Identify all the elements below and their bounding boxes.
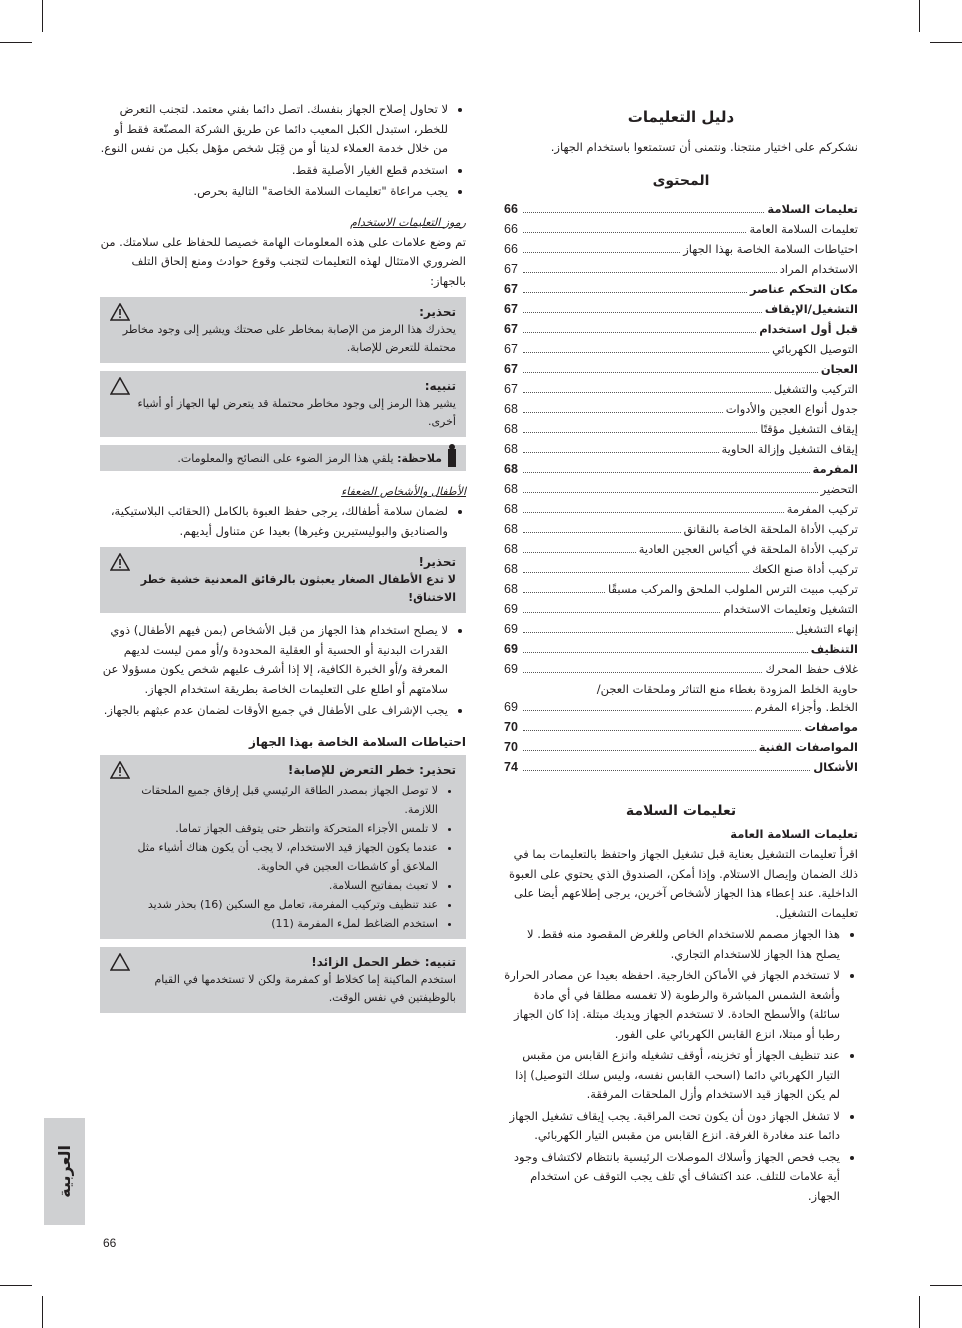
toc-leader-dots: [523, 320, 756, 333]
toc-entry: [504, 239, 858, 259]
toc-entry: [504, 259, 858, 279]
toc-entry-page: 69: [504, 642, 518, 656]
toc-entry: [504, 219, 858, 239]
injury-list: [110, 781, 456, 933]
toc-entry: [504, 519, 858, 539]
toc-leader-dots: [523, 300, 762, 313]
crop-mark: [919, 1296, 920, 1328]
toc-entry-label: الاستخدام المراد: [779, 262, 858, 276]
language-label: العربية: [55, 1145, 74, 1198]
toc-entry: [504, 619, 858, 639]
general-safety-heading: تعليمات السلامة العامة: [730, 827, 858, 841]
toc-entry-page: 68: [504, 562, 518, 576]
crop-mark: [930, 42, 962, 43]
toc-entry-page: 68: [504, 402, 518, 416]
toc-entry-label: تركيب الأداة الملحقة في أكياس العجين العادية: [638, 542, 858, 556]
crop-mark: [42, 1296, 43, 1328]
toc-leader-dots: [523, 380, 771, 393]
warning-triangle-icon: [110, 303, 130, 321]
crop-mark: [930, 1285, 962, 1286]
toc-entry-page: 69: [504, 662, 518, 676]
toc-entry-page: 69: [504, 602, 518, 616]
toc-leader-dots: [523, 340, 769, 353]
toc-entry-label: إيقاف التشغيل مؤقتًا: [760, 422, 858, 436]
list-item: • لا تلمس الأجزاء المتحركة وانتظر حتى يتوقف الجهاز تماما.: [110, 819, 438, 838]
toc-leader-dots: [523, 420, 757, 433]
symbols-heading: رموز التعليمات الاستخدام: [350, 215, 466, 229]
toc-leader-dots: [523, 520, 681, 533]
toc-entry: [504, 339, 858, 359]
injury-warning-title: تحذير: خطر التعرض للإصابة!: [287, 762, 456, 777]
safety-bullets: [504, 925, 858, 1206]
list-item: • لا تستخدم الجهاز في الأماكن الخارجية. احفظه بعيدا عن مصادر الحرارة وأشعة الشمس المباشرة والرطوبة (لا تغمسه مطلقا في أي مادة سائلة) والأسطح الحادة. لا تستخدم الجهاز ويديك مبتلة. إذا كان الجهاز رطبا أو مبتلا، انزع القابس الكهربائي على الفور.: [504, 966, 840, 1044]
list-item: • استخدم قطع الغيار الأصلية فقط.: [100, 161, 448, 181]
toc-entry: [504, 419, 858, 439]
toc-entry-label: إيقاف التشغيل وإزالة الحاوية: [721, 442, 858, 456]
page-number: 66: [103, 1236, 117, 1250]
children-warning-text: لا تدع الأطفال الصغار يعبثون بالرقائق المعدنية خشية خطر الاختناق!: [140, 573, 456, 604]
warning-triangle-icon: [110, 761, 130, 779]
toc-entry-page: 67: [504, 342, 518, 356]
toc-entry-label: تركيب الأداة الملحقة الخاصة بالنقانق: [683, 522, 858, 536]
toc-entry-label: الأشكال: [813, 760, 858, 774]
contents-heading: المحتوى: [652, 173, 710, 189]
toc-leader-dots: [523, 758, 810, 771]
toc-leader-dots: [523, 440, 719, 453]
toc-leader-dots: [523, 220, 746, 233]
toc-entry-page: 66: [504, 202, 518, 216]
list-item: • استخدم الضاغط لملء المفرمة (11): [110, 914, 438, 933]
toc-entry-label: الخلط. وأجزاء المفرم: [754, 700, 858, 714]
toc-entry: [504, 199, 858, 219]
toc-entry-label: التوصيل الكهربائي: [772, 342, 858, 356]
general-safety-text: اقرأ تعليمات التشغيل بعناية قبل تشغيل الجهاز واحتفظ بالتعليمات بما في ذلك الضمان وإيصال الاستلام. وإذا أمكن، الصندوق الذي يحتوي على العبوة الداخلية. عند إعطاء هذا الجهاز لأشخاص آخرين، يرجى إطلاعهم أيضا على تعليمات التشغيل.: [508, 847, 858, 920]
toc-entry-label: إنهاء التشغيل: [795, 622, 858, 636]
toc-entry-page: 68: [504, 482, 518, 496]
children-warning-box: [100, 547, 466, 613]
toc-entry-label: تعليمات السلامة العامة: [749, 222, 858, 236]
toc-leader-dots: [523, 660, 762, 673]
toc-entry-label: مواصفات: [804, 720, 858, 734]
toc-entry-page: 69: [504, 622, 518, 636]
crop-mark: [42, 0, 43, 32]
toc-entry-page: 66: [504, 222, 518, 236]
toc-entry-page: 68: [504, 462, 518, 476]
toc-leader-dots: [523, 738, 756, 751]
toc-entry-label: العجان: [820, 362, 858, 376]
toc-entry: [504, 279, 858, 299]
supervision-bullets: [100, 621, 466, 721]
toc-entry-page: 68: [504, 502, 518, 516]
toc-entry-page: 67: [504, 322, 518, 336]
toc-leader-dots: [523, 360, 818, 373]
repair-bullets: [100, 100, 466, 202]
toc-entry-page: 68: [504, 582, 518, 596]
toc-entry-label: قبل أول استخدام: [759, 322, 858, 336]
toc-entry: [504, 539, 858, 559]
toc-leader-dots: [523, 560, 749, 573]
left-column: [100, 100, 466, 1021]
toc-entry: [504, 679, 858, 697]
list-item: • لا توصل الجهاز بمصدر الطاقة الرئيسي قبل إرفاق جميع الملحقات اللازمة.: [110, 781, 438, 819]
note-text: يلقي هذا الرمز الضوء على النصائح والمعلومات.: [177, 451, 394, 465]
toc-entry: [504, 579, 858, 599]
list-item: • عند تنظيف الجهاز أو تخزينه، أوقف تشغيله وانزع القابس من مقبس التيار الكهربائي دائما (اسحب القابس نفسه، وليس سلك التوصيل) إذا لم يكن الجهاز قيد الاستخدام وأزل الملحقات المرفقة.: [504, 1046, 840, 1105]
toc-entry-page: 67: [504, 382, 518, 396]
crop-mark: [919, 0, 920, 32]
toc-entry-page: 69: [504, 700, 518, 714]
toc-entry: [504, 697, 858, 717]
toc-entry: [504, 717, 858, 737]
list-item: • لضمان سلامة أطفالك، يرجى حفظ العبوة بالكامل (الحقائب البلاستيكية، والصناديق والبوليستيرين وغيرها) بعيدا عن متناول أيديهم.: [100, 502, 448, 541]
toc-entry-page: 74: [504, 760, 518, 774]
toc-entry-label: التركيب والتشغيل: [773, 382, 858, 396]
note-title: ملاحظة:: [397, 451, 442, 465]
toc-leader-dots: [523, 280, 747, 293]
toc-leader-dots: [523, 540, 636, 553]
toc-entry-label: المفرمة: [812, 462, 858, 476]
safety-heading: تعليمات السلامة: [625, 803, 737, 819]
toc-entry-label: التنظيف: [810, 642, 858, 656]
overload-caution-box: [100, 947, 466, 1013]
table-of-contents: [504, 199, 858, 777]
toc-entry: [504, 757, 858, 777]
toc-entry-label: التشغيل وتعليمات الاستخدام: [723, 602, 858, 616]
warning-text: يحذرك هذا الرمز من الإصابة بمخاطر على صحتك ويشير إلى وجود مخاطر محتملة للتعرض للإصابة.: [122, 323, 456, 354]
toc-entry-page: 67: [504, 262, 518, 276]
toc-entry-label: تركيب مبيت الترس الملولب الملحق والمركب مسبقًا: [608, 582, 858, 596]
toc-entry-label: حاوية الخلط المزودة بغطاء منع التناثر وملحقات العجن/: [596, 682, 858, 696]
caution-triangle-icon: [110, 377, 130, 395]
children-bullets: [100, 502, 466, 541]
list-item: • لا تشغل الجهاز دون أن يكون تحت المراقبة. يجب إيقاف تشغيل الجهاز دائما عند مغادرة الغرفة. انزع القابس من مقبس التيار الكهربائي.: [504, 1107, 840, 1146]
toc-leader-dots: [523, 400, 723, 413]
crop-mark: [0, 42, 32, 43]
symbols-text: تم وضع علامات على هذه المعلومات الهامة خصيصا للحفاظ على سلامتك. من الضروري الامتثال لهذه التعليمات لتجنب وقوع حوادث ومنع إلحاق التلف بالجهاز:: [100, 234, 466, 288]
toc-entry: [504, 639, 858, 659]
list-item: • لا يصلح استخدام هذا الجهاز من قبل الأشخاص (بمن فيهم الأطفال) ذوي القدرات البدنية أو الحسية أو العقلية المحدودة و/أو ممن ليست لديهم المعرفة و/أو الخبرة الكافية، إلا إذا أشرف عليهم شخص يكون مسؤولا عن سلامتهم أو اطلع على التعليمات الخاصة بطريقة استخدام الجهاز.: [100, 621, 448, 699]
toc-leader-dots: [523, 500, 784, 513]
toc-entry-label: تركيب المفرمة: [786, 502, 858, 516]
toc-entry-page: 70: [504, 720, 518, 734]
precautions-heading: احتياطات السلامة الخاصة بهذا الجهاز: [248, 734, 466, 749]
toc-entry-page: 68: [504, 522, 518, 536]
warning-triangle-icon: [110, 553, 130, 571]
overload-text: استخدم الماكينة إما كخلاط أو كمفرمة ولكن لا تستخدمها في القيام بالوظيفتين في نفس الوقت.: [154, 972, 456, 1004]
toc-entry-page: 68: [504, 442, 518, 456]
info-icon: [448, 449, 456, 467]
list-item: • يجب فحص الجهاز وأسلاك الموصلات الرئيسية بانتظام لاكتشاف وجود أية علامات للتلف. عند اكتشاف أي تلف يجب التوقف عن استخدام الجهاز.: [504, 1148, 840, 1207]
toc-leader-dots: [523, 620, 793, 633]
toc-entry-label: المواصفات الفنية: [758, 740, 858, 754]
children-heading: الأطفال والأشخاص الضعفاء: [341, 485, 466, 498]
right-column: [504, 100, 858, 1208]
toc-entry: [504, 599, 858, 619]
toc-entry: [504, 399, 858, 419]
toc-entry-page: 68: [504, 542, 518, 556]
toc-leader-dots: [523, 480, 818, 493]
toc-entry-label: جدول أنواع العجين والأدوات: [725, 402, 858, 416]
toc-entry: [504, 499, 858, 519]
toc-entry: [504, 459, 858, 479]
crop-mark: [0, 1285, 32, 1286]
caution-box: [100, 371, 466, 437]
children-warning-title: تحذير!: [418, 555, 456, 569]
list-item: • عند تنظيف وتركيب المفرمة، تعامل مع السكين (16) بحذر شديد: [110, 895, 438, 914]
list-item: • يجب مراعاة "تعليمات السلامة الخاصة" التالية بحرص.: [100, 182, 448, 202]
warning-box: [100, 297, 466, 363]
caution-title: تنبيه:: [424, 379, 456, 393]
list-item: • عندما يكون الجهاز قيد الاستخدام، لا يجب أن يكون هناك أشياء مثل الملاعق أو كاشطات العجين في الحاوية.: [110, 838, 438, 876]
toc-leader-dots: [523, 240, 680, 253]
toc-entry-page: 68: [504, 422, 518, 436]
toc-leader-dots: [523, 200, 764, 213]
toc-entry: [504, 559, 858, 579]
list-item: • يجب الإشراف على الأطفال في جميع الأوقات لضمان عدم عبثهم بالجهاز.: [100, 701, 448, 721]
toc-entry-page: 67: [504, 282, 518, 296]
toc-leader-dots: [523, 640, 808, 653]
list-item: • لا تعبث بمفاتيح السلامة.: [110, 876, 438, 895]
note-box: [100, 445, 466, 471]
caution-text: يشير هذا الرمز إلى وجود مخاطر محتملة قد يتعرض لها الجهاز أو أشياء أخرى.: [137, 397, 456, 428]
toc-leader-dots: [523, 580, 605, 593]
toc-entry-page: 66: [504, 242, 518, 256]
toc-leader-dots: [523, 260, 777, 273]
toc-entry-page: 67: [504, 362, 518, 376]
toc-entry: [504, 299, 858, 319]
toc-title: دليل التعليمات: [627, 108, 735, 126]
list-item: • هذا الجهاز مصمم للاستخدام الخاص وللغرض المقصود منه فقط. لا يصلح هذا الجهاز للاستخدام التجاري.: [504, 925, 840, 964]
toc-entry-page: 70: [504, 740, 518, 754]
language-tab: [44, 1118, 85, 1225]
toc-leader-dots: [523, 460, 810, 473]
toc-entry-label: غلاف حفظ المحرك: [765, 662, 858, 676]
toc-entry: [504, 359, 858, 379]
overload-title: تنبيه: خطر الحمل الزائد!: [311, 954, 456, 969]
toc-leader-dots: [523, 600, 720, 613]
toc-entry-label: التشغيل/الإيقاف: [764, 302, 858, 316]
toc-entry-label: مكان التحكم عناصر: [749, 282, 858, 296]
toc-leader-dots: [523, 698, 752, 711]
toc-entry: [504, 439, 858, 459]
toc-entry: [504, 479, 858, 499]
toc-entry: [504, 319, 858, 339]
toc-entry: [504, 379, 858, 399]
toc-entry: [504, 659, 858, 679]
toc-entry: [504, 737, 858, 757]
toc-entry-label: احتياطات السلامة الخاصة بهذا الجهاز: [683, 242, 858, 256]
toc-entry-label: تعليمات السلامة: [767, 202, 858, 216]
injury-warning-box: [100, 755, 466, 939]
list-item: • لا تحاول إصلاح الجهاز بنفسك. اتصل دائما بفني معتمد. لتجنب التعرض للخطر، استبدل الكبل المعيب دائما عن طريق الشركة المصنّعة فقط أو من خلال خدمة العملاء لدينا أو من قِبَل شخص مؤهل بكبل من نفس النوع.: [100, 100, 448, 159]
warning-title: تحذير:: [419, 305, 456, 319]
toc-intro: نشكركم على اختيار منتجنا. ونتمنى أن تستمتعوا باستخدام الجهاز.: [550, 140, 858, 154]
caution-triangle-icon: [110, 953, 130, 971]
toc-entry-label: تركيب أداة صنع الكعك: [752, 562, 858, 576]
toc-entry-label: التحضير: [820, 482, 858, 496]
toc-entry-page: 67: [504, 302, 518, 316]
toc-leader-dots: [523, 718, 801, 731]
